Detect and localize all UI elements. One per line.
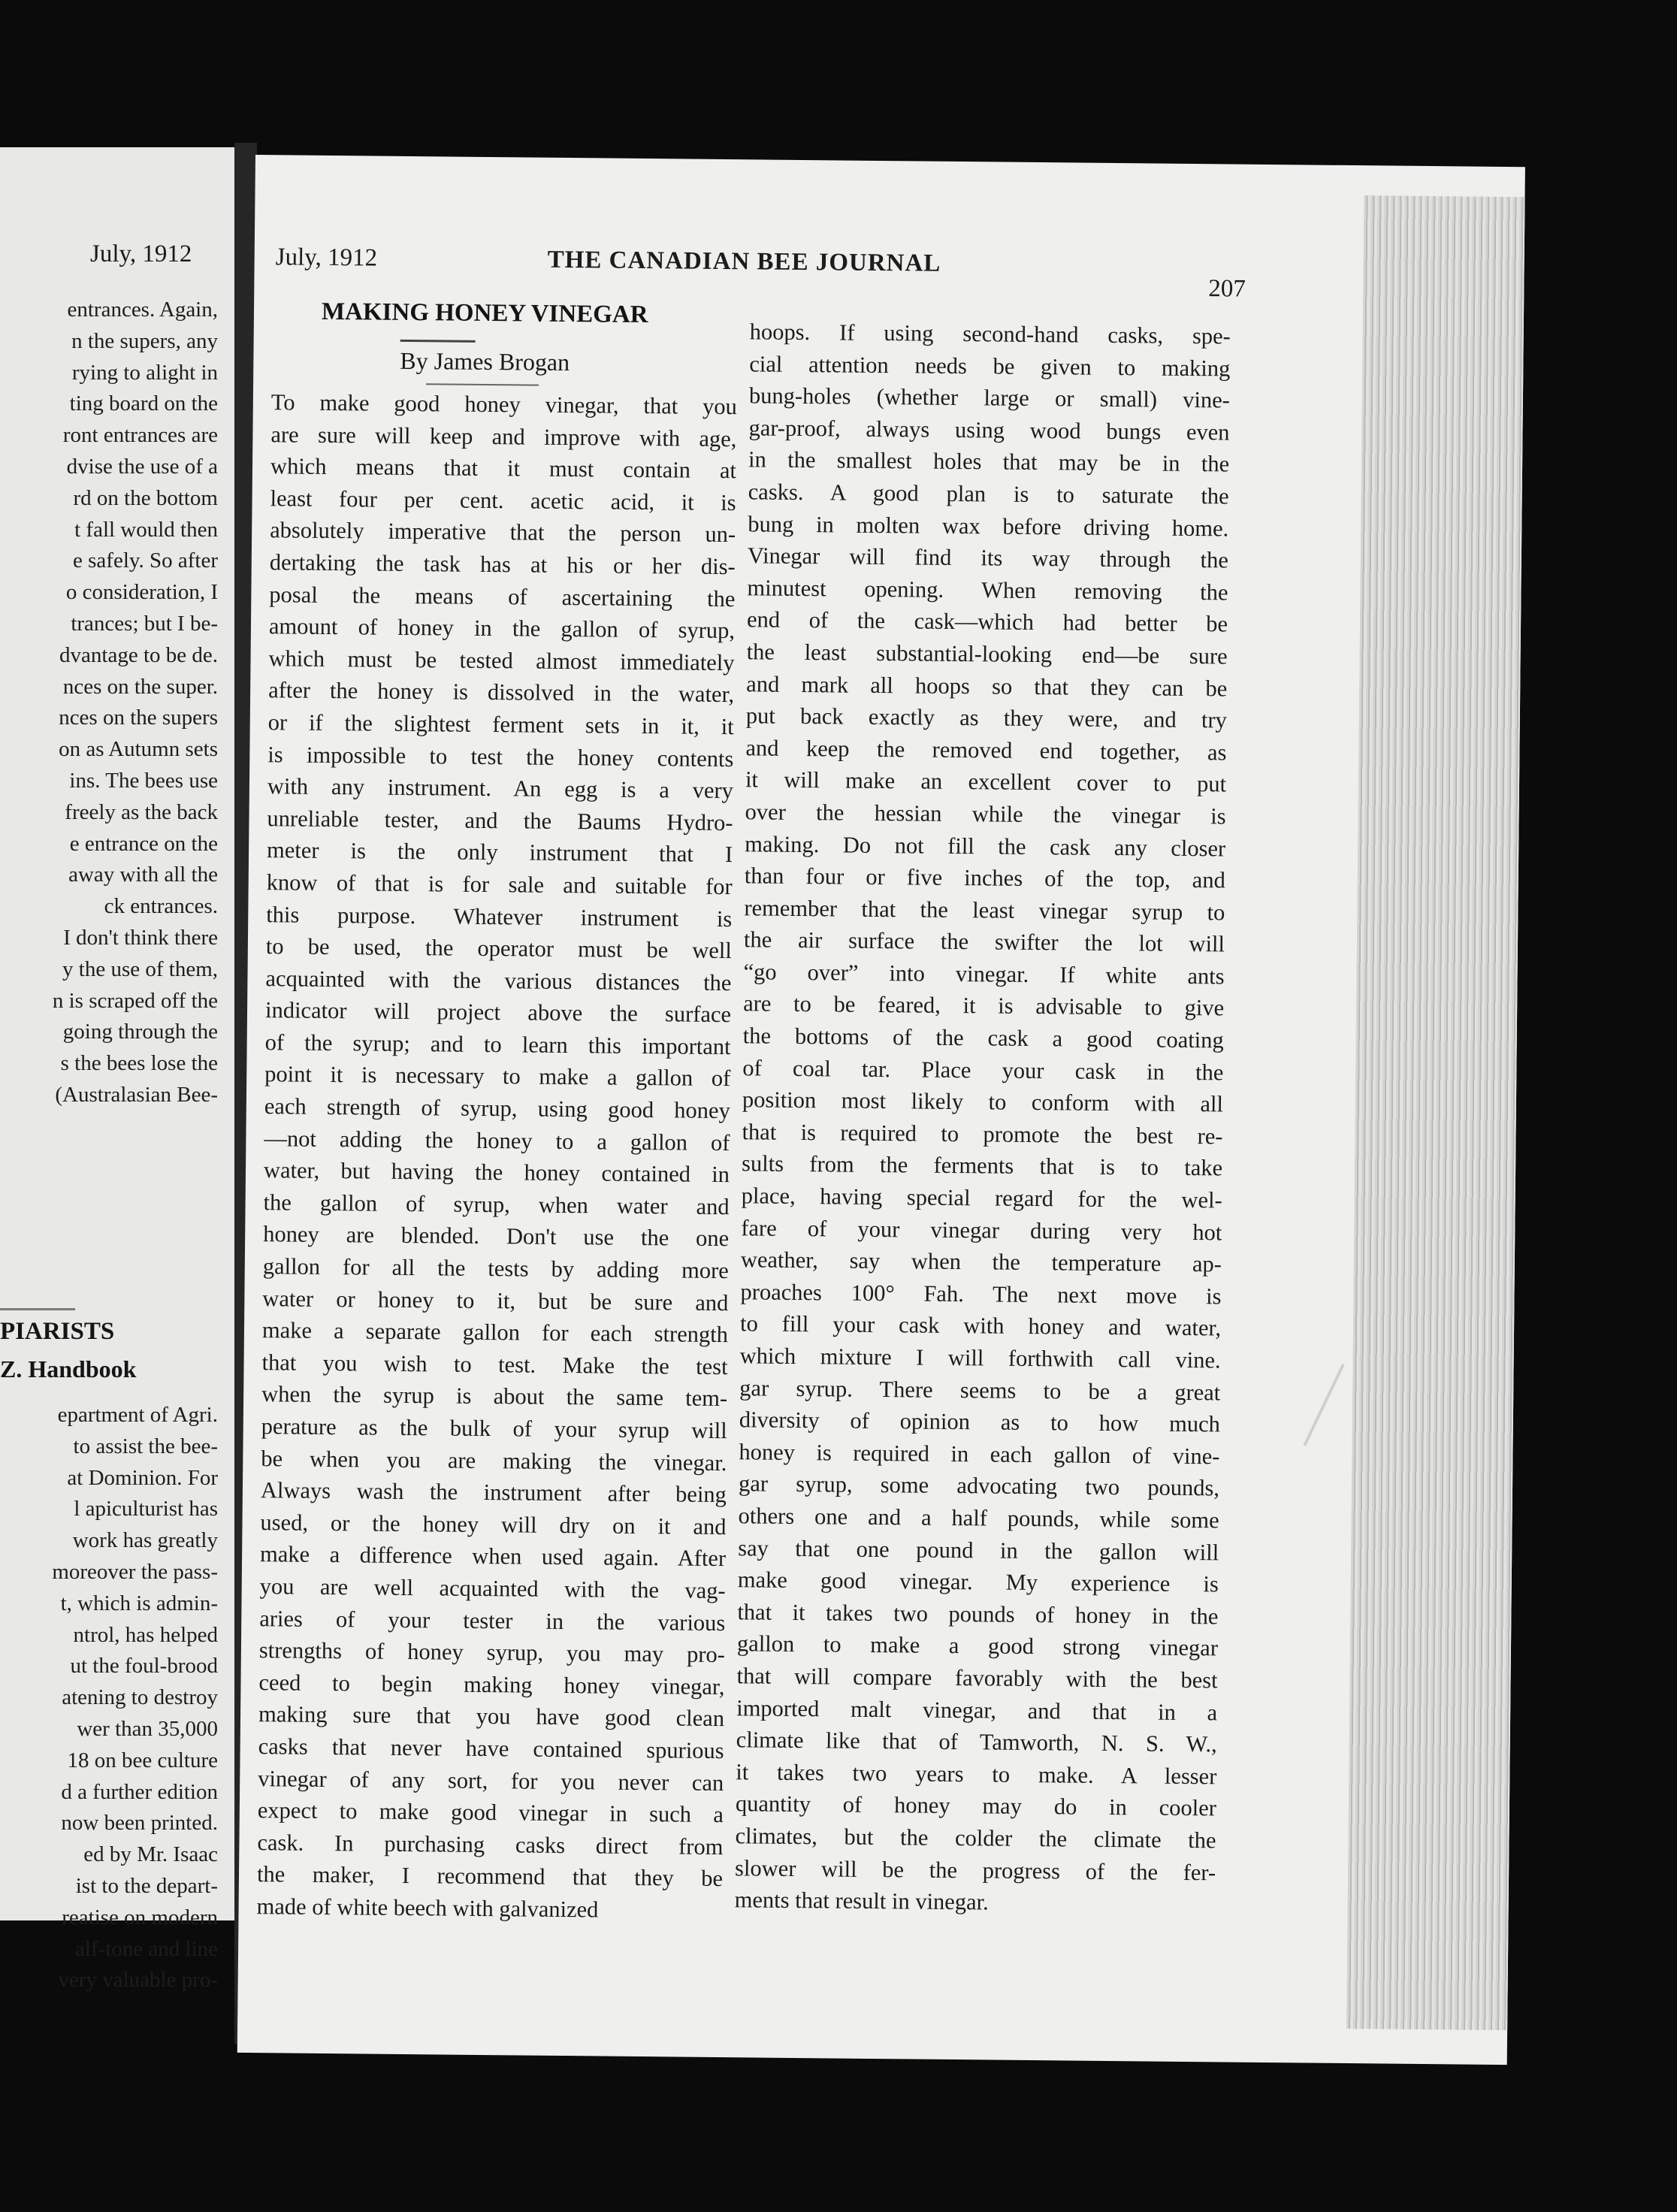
text-line: “go over” into vinegar. If white ants [743, 959, 1225, 990]
text-line: e entrance on the [69, 831, 218, 856]
text-line: work has greatly [72, 1528, 218, 1553]
text-line: freely as the back [65, 799, 218, 824]
text-line: ck entrances. [104, 894, 218, 919]
text-line: it will make an excellent cover to put [745, 766, 1227, 797]
left-section-rule [0, 1308, 75, 1310]
text-line: dvise the use of a [66, 454, 218, 479]
text-line: cask. In purchasing casks direct from [257, 1829, 724, 1860]
text-line: ed by Mr. Isaac [83, 1842, 218, 1867]
text-line: unreliable tester, and the Baums Hydro- [267, 805, 733, 836]
text-line: sults from the ferments that is to take [741, 1150, 1223, 1181]
text-line: casks. A good plan is to saturate the [748, 479, 1229, 509]
text-line: each strength of syrup, using good honey [264, 1093, 730, 1124]
text-line: t, which is admin- [60, 1591, 218, 1615]
text-line: fare of your vinegar during very hot [741, 1214, 1222, 1246]
text-line: 18 on bee culture [67, 1748, 218, 1772]
text-line: (Australasian Bee- [55, 1082, 218, 1107]
text-line: make a separate gallon for each strength [261, 1317, 729, 1348]
text-line: of coal tar. Place your cask in the [742, 1054, 1224, 1086]
text-line: expect to make good vinegar in such a [257, 1797, 724, 1828]
text-line: gar-proof, always using wood bungs even [748, 415, 1230, 446]
text-line: at Dominion. For [67, 1465, 218, 1490]
text-line: with any instrument. An egg is a very [267, 773, 734, 804]
journal-title: THE CANADIAN BEE JOURNAL [547, 246, 941, 277]
text-line: remember that the least vinegar syrup to [744, 894, 1225, 926]
text-line: which means that it must contain at [270, 453, 737, 484]
text-line: rying to alight in [71, 360, 218, 385]
text-line: epartment of Agri. [57, 1403, 218, 1427]
text-line: I don't think there [63, 925, 218, 950]
text-line: or if the slightest ferment sets in it, it [267, 709, 734, 740]
text-line: ntrol, has helped [73, 1622, 218, 1647]
text-line: position most likely to conform with all [742, 1086, 1224, 1117]
text-line: very valuable pro- [58, 1968, 218, 1993]
text-line: making sure that you have good clean [258, 1701, 725, 1732]
text-line: trances; but I be- [71, 611, 218, 636]
text-line: the least substantial-looking end—be sure [746, 639, 1228, 669]
left-running-head: July, 1912 [90, 240, 192, 267]
text-line: bung-holes (whether large or small) vine- [748, 382, 1231, 413]
text-line: e safely. So after [73, 548, 218, 573]
text-line: are sure will keep and improve with age, [270, 421, 737, 452]
text-line: ting board on the [69, 391, 218, 416]
text-line: that it takes two pounds of honey in the [737, 1598, 1219, 1630]
byline: By James Brogan [400, 346, 570, 376]
text-line: and mark all hoops so that they can be [746, 670, 1228, 701]
left-column-text [0, 295, 218, 1111]
text-line: wer than 35,000 [77, 1716, 218, 1741]
text-line: water or honey to it, but be sure and [262, 1285, 729, 1316]
text-line: hoops. If using second-hand casks, spe- [749, 319, 1231, 349]
text-line: honey is required in each gallon of vine- [739, 1439, 1220, 1470]
text-line: gar syrup, some advocating two pounds, [738, 1470, 1220, 1501]
text-line: To make good honey vinegar, that you [270, 389, 737, 420]
text-line: vinegar of any sort, for you never can [258, 1765, 724, 1796]
text-line: the maker, I recommend that they be [256, 1861, 724, 1892]
text-line: that you wish to test. Make the test [261, 1349, 728, 1379]
text-line: cial attention needs be given to making [749, 350, 1231, 382]
text-line: ceed to begin making honey vinegar, [258, 1669, 725, 1700]
text-line: and keep the removed end together, as [745, 735, 1227, 766]
text-line: ut the foul-brood [70, 1654, 218, 1679]
article-title: MAKING HONEY VINEGAR [321, 298, 648, 329]
text-line: moreover the pass- [52, 1559, 218, 1584]
text-line: quantity of honey may do in cooler [735, 1790, 1217, 1821]
text-line: meter is the only instrument that I [266, 837, 733, 868]
text-line: dertaking the task has at his or her dis- [269, 549, 736, 580]
text-line: entrances. Again, [67, 298, 218, 322]
text-line: t fall would then [74, 517, 218, 542]
text-line: the gallon of syrup, when water and [263, 1189, 730, 1219]
text-line: away with all the [68, 863, 218, 887]
scratch-mark [1303, 1364, 1344, 1446]
text-line: say that one pound in the gallon will [738, 1534, 1219, 1565]
text-line: when the syrup is about the same tem- [261, 1381, 728, 1412]
text-line: on as Autumn sets [59, 737, 218, 762]
text-line: casks that never have contained spurious [258, 1733, 724, 1764]
text-line: to fill your cask with honey and water, [739, 1310, 1222, 1341]
text-line: slower will be the progress of the fer- [734, 1854, 1216, 1885]
text-line: acquainted with the various distances the [265, 965, 732, 996]
text-line: perature as the bulk of your syrup will [261, 1413, 727, 1444]
text-line: ist to the depart- [75, 1873, 218, 1898]
text-line: o consideration, I [65, 580, 218, 605]
text-line: over the hessian while the vinegar is [745, 799, 1226, 830]
text-line: in the smallest holes that may be in the [748, 446, 1230, 477]
text-line: gar syrup. There seems to be a great [739, 1374, 1221, 1405]
text-line: which must be tested almost immediately [268, 645, 735, 675]
previous-page [0, 147, 234, 1993]
article-column-1 [256, 386, 737, 1926]
text-line: gallon to make a good strong vinegar [736, 1630, 1219, 1661]
text-line: it takes two years to make. A lesser [736, 1758, 1217, 1790]
text-line: d a further edition [61, 1779, 218, 1804]
text-line: amount of honey in the gallon of syrup, [268, 613, 736, 644]
text-line: water, but having the honey contained in [263, 1157, 730, 1188]
text-line: making. Do not fill the cask any closer [745, 830, 1226, 861]
text-line: atening to destroy [62, 1685, 218, 1710]
text-line: point it is necessary to make a gallon of [264, 1061, 731, 1092]
text-line: honey are blended. Don't use the one [263, 1221, 730, 1252]
text-line: strengths of honey syrup, you may pro- [258, 1637, 726, 1668]
text-line: indicator will project above the surface [264, 997, 732, 1028]
text-line: put back exactly as they were, and try [745, 703, 1227, 733]
text-line: dvantage to be de. [59, 642, 218, 667]
text-line: which mixture I will forthwith call vine. [739, 1343, 1221, 1373]
text-line: s the bees lose the [60, 1051, 218, 1076]
text-line: gallon for all the tests by adding more [262, 1253, 729, 1284]
byline-rule [426, 383, 539, 385]
text-line: used, or the honey will dry on it and [260, 1509, 727, 1540]
text-line: to be used, the operator must be well [265, 933, 733, 964]
text-line: proaches 100° Fah. The next move is [740, 1279, 1222, 1310]
page-number: 207 [1208, 275, 1246, 303]
text-line: that is required to promote the best re- [742, 1119, 1223, 1150]
text-line: ments that result in vinegar. [734, 1887, 989, 1915]
text-line: n the supers, any [71, 328, 218, 353]
running-head-date: July, 1912 [275, 243, 378, 272]
text-line: nces on the super. [62, 674, 218, 699]
text-line: made of white beech with galvanized [256, 1893, 599, 1923]
text-line: climate like that of Tamworth, N. S. W., [736, 1727, 1217, 1757]
text-line: aries of your tester in the various [259, 1605, 726, 1636]
text-line: are to be feared, it is advisable to give [743, 990, 1225, 1021]
text-line: ins. The bees use [69, 768, 218, 793]
text-line: end of the cask—which had better be [746, 606, 1228, 637]
text-line: be when you are making the vinegar. [261, 1445, 727, 1476]
text-line: is impossible to test the honey contents [267, 741, 734, 772]
text-line: place, having special regard for the wel- [741, 1183, 1222, 1213]
text-line: after the honey is dissolved in the water, [267, 677, 735, 708]
text-line: least four per cent. acetic acid, it is [270, 485, 736, 515]
text-line: l apiculturist has [74, 1497, 218, 1522]
text-line: alf-tone and line [74, 1936, 218, 1961]
text-line: absolutely imperative that the person un- [270, 517, 736, 548]
page-block-edge [1346, 195, 1524, 2030]
text-line: make good vinegar. My experience is [737, 1567, 1219, 1597]
text-line: bung in molten wax before driving home. [748, 510, 1229, 542]
text-line: y the use of them, [62, 956, 218, 981]
text-line: make a difference when used again. After [259, 1541, 727, 1572]
article-column-2 [735, 316, 1231, 1920]
text-line: of the syrup; and to learn this important [264, 1029, 731, 1060]
text-line: than four or five inches of the top, and [744, 863, 1225, 893]
text-line: diversity of opinion as to how much [739, 1407, 1221, 1437]
text-line: Vinegar will find its way through the [747, 542, 1229, 573]
text-line: climates, but the colder the climate the [735, 1823, 1216, 1854]
text-line: to assist the bee- [73, 1434, 218, 1458]
text-line: Always wash the instrument after being [260, 1477, 727, 1508]
text-line: the air surface the swifter the lot will [743, 926, 1225, 957]
text-line: n is scraped off the [52, 988, 218, 1013]
title-rule [400, 340, 476, 343]
left-section-heading: PIARISTS [0, 1318, 115, 1345]
text-line: now been printed. [61, 1811, 218, 1836]
text-line: going through the [62, 1020, 218, 1044]
text-line: reatise on modern [62, 1905, 218, 1929]
text-line: know of that is for sale and suitable for [266, 869, 733, 900]
left-section-subheading: Z. Handbook [0, 1355, 137, 1382]
journal-page [237, 155, 1525, 2065]
text-line: ront entrances are [62, 423, 218, 448]
text-line: this purpose. Whatever instrument is [266, 901, 733, 932]
text-line: imported malt vinegar, and that in a [736, 1694, 1218, 1725]
text-line: posal the means of ascertaining the [269, 581, 736, 612]
text-line: weather, say when the temperature ap- [740, 1247, 1222, 1277]
text-line: rd on the bottom [73, 485, 218, 510]
text-line: that will compare favorably with the best [736, 1663, 1218, 1694]
text-line: you are well acquainted with the vag- [259, 1573, 726, 1604]
text-line: —not adding the honey to a gallon of [264, 1125, 730, 1156]
text-line: minutest opening. When removing the [747, 575, 1228, 606]
text-line: others one and a half pounds, while some [738, 1503, 1219, 1534]
text-line: nces on the supers [59, 706, 218, 730]
text-line: the bottoms of the cask a good coating [742, 1023, 1224, 1053]
left-column-text-2 [0, 1400, 218, 1996]
